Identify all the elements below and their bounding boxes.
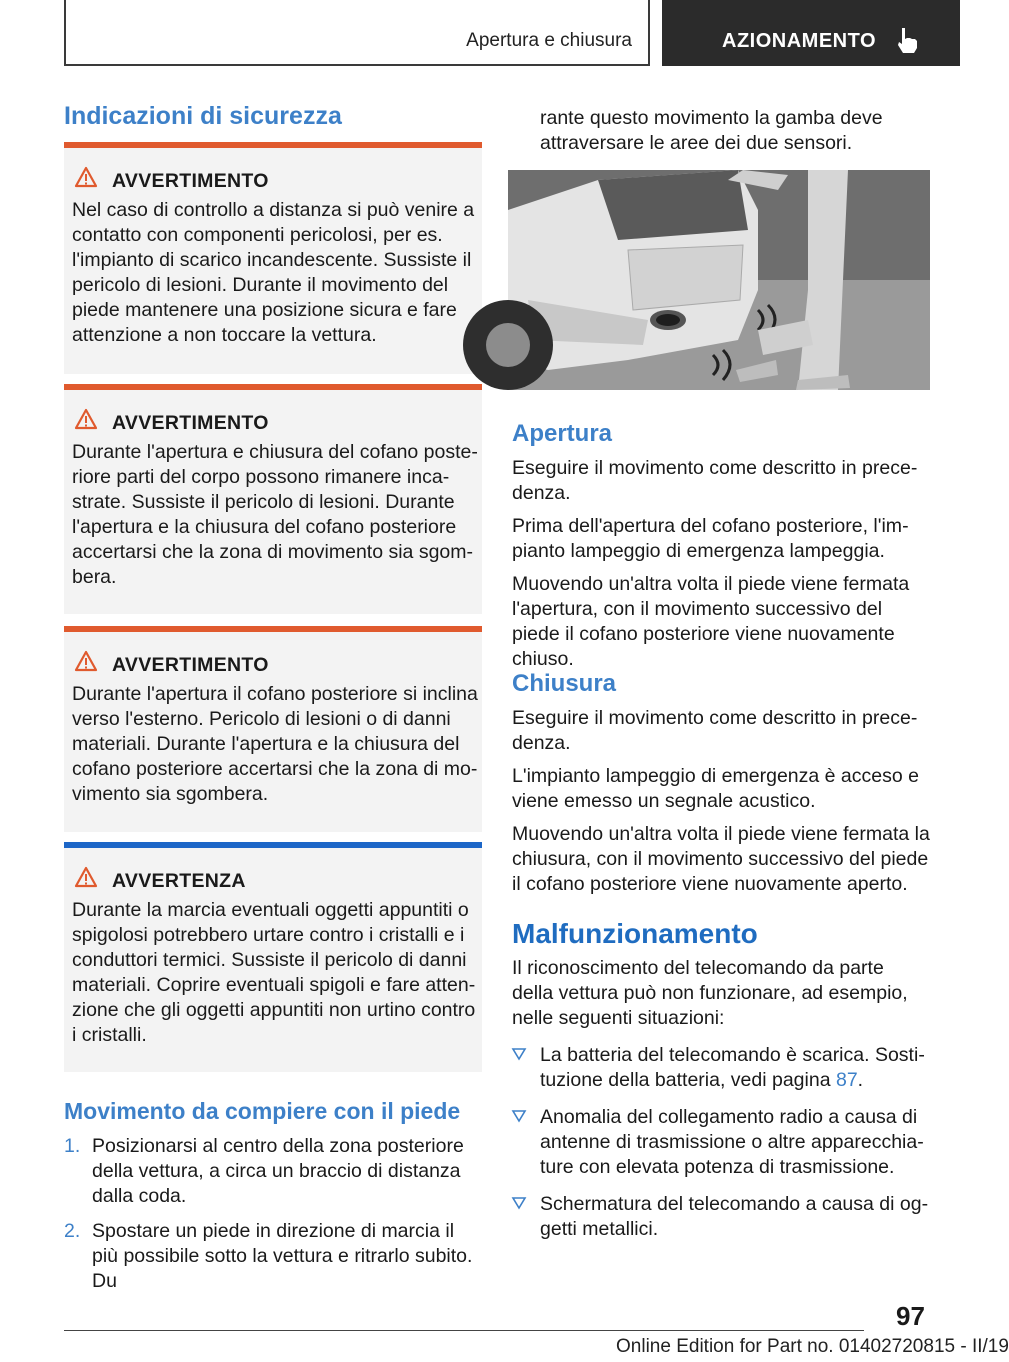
step-text: Spostare un piede in direzione di marcia il più possibile sotto la vettura e ritrarlo subito. Du (92, 1220, 473, 1292)
header-chapter-title: AZIONAMENTO (722, 30, 877, 52)
notice-bar (64, 842, 482, 848)
step-text: Posizionarsi al centro della zona posteriore della vettura, a circa un braccio di distanza dalla coda. (92, 1135, 464, 1207)
malfunction-heading: Malfunzionamento (512, 918, 758, 949)
warning-bar (64, 384, 482, 390)
footer-divider (64, 1330, 864, 1331)
closing-paragraph: Eseguire il movimento come descritto in precedenza. (512, 707, 918, 754)
bullet-triangle-icon (512, 1196, 526, 1210)
malfunction-intro: Il riconoscimento del telecomando da parte della vettura può non funzionare, ad esempio, nelle seguenti situazioni: (512, 957, 908, 1029)
warning-box-3 (64, 626, 482, 832)
warning-title: AVVERTIMENTO (112, 654, 269, 676)
header-chapter-tab (662, 0, 960, 66)
bullet-triangle-icon (512, 1047, 526, 1061)
list-item-end: . (857, 1069, 864, 1091)
list-item-text: Schermatura del telecomando a causa di oggetti metallici. (540, 1193, 929, 1240)
list-item-text: Anomalia del collegamento radio a causa di antenne di trasmissione o altre apparecchiature con elevata potenza di trasmissione. (540, 1106, 924, 1178)
closing-paragraph: L'impianto lampeggio di emergenza è acceso e viene emesso un segnale acustico. (512, 765, 919, 812)
edition-text: Online Edition for Part no. 01402720815 - II/19 (616, 1336, 1009, 1357)
warning-box-2 (64, 384, 482, 614)
opening-paragraph: Eseguire il movimento come descritto in precedenza. (512, 457, 918, 504)
closing-paragraph: Muovendo un'altra volta il piede viene fermata la chiusura, con il movimento successivo del piede il cofano posteriore viene nuovamente aperto. (512, 823, 930, 895)
warning-text: Nel caso di controllo a distanza si può venire a contatto con componenti pericolosi, per es. l'impianto di scarico incandescente. Sussiste il pericolo di lesioni. Durante il movimento del piede mantenere una posizione sicura e fare attenzione a non toccare la vettura. (72, 199, 475, 346)
safety-heading: Indicazioni di sicurezza (64, 102, 342, 130)
warning-triangle-icon (74, 408, 98, 430)
header-section-title: Apertura e chiusura (466, 30, 632, 51)
bullet-triangle-icon (512, 1109, 526, 1123)
warning-triangle-icon (74, 166, 98, 188)
notice-text: Durante la marcia eventuali oggetti appuntiti o spigolosi potrebbero urtare contro i cristalli e i conduttori termici. Sussiste il pericolo di danni materiali. Coprire eventuali spigoli e fare attenzione che gli oggetti appuntiti non urtino contro i cristalli. (72, 899, 476, 1046)
step-item (64, 1219, 482, 1294)
list-item (512, 1105, 930, 1180)
notice-box (64, 842, 482, 1072)
foot-sensor-illustration (508, 170, 930, 390)
warning-text: Durante l'apertura e chiusura del cofano posteriore parti del corpo possono rimanere incastrate. Sussiste il pericolo di lesioni. Durante l'apertura e la chiusura del cofano posteriore accertarsi che la zona di movimento sia sgombera. (72, 441, 478, 588)
page-number: 97 (896, 1301, 925, 1331)
warning-title: AVVERTIMENTO (112, 412, 269, 434)
step-continuation: rante questo movimento la gamba deve attraversare le aree dei due sensori. (540, 107, 883, 154)
page-reference-link[interactable]: 87 (835, 1069, 858, 1091)
list-item (512, 1192, 930, 1242)
movement-heading: Movimento da compiere con il piede (64, 1098, 461, 1124)
list-item (512, 1043, 930, 1093)
step-number: 1. (64, 1135, 81, 1157)
opening-paragraph: Prima dell'apertura del cofano posteriore, l'impianto lampeggio di emergenza lampeggia. (512, 515, 909, 562)
notice-title: AVVERTENZA (112, 870, 246, 892)
warning-bar (64, 626, 482, 632)
list-item-text: La batteria del telecomando è scarica. Sostituzione della batteria, vedi pagina (540, 1044, 925, 1091)
warning-triangle-icon (74, 866, 98, 888)
header-section-box (64, 0, 650, 66)
closing-heading: Chiusura (512, 670, 617, 697)
warning-box-1 (64, 142, 482, 374)
warning-triangle-icon (74, 650, 98, 672)
opening-heading: Apertura (512, 420, 613, 447)
hand-pointer-icon (894, 26, 920, 54)
warning-bar (64, 142, 482, 148)
warning-title: AVVERTIMENTO (112, 170, 269, 192)
step-number: 2. (64, 1220, 81, 1242)
warning-text: Durante l'apertura il cofano posteriore si inclina verso l'esterno. Pericolo di lesioni o di danni materiali. Durante l'apertura e la chiusura del cofano posteriore accertarsi che la zona di movimento sia sgombera. (72, 683, 478, 805)
opening-paragraph: Muovendo un'altra volta il piede viene fermata l'apertura, con il movimento successivo del piede il cofano posteriore viene nuovamente chiuso. (512, 573, 910, 670)
step-item (64, 1134, 482, 1209)
